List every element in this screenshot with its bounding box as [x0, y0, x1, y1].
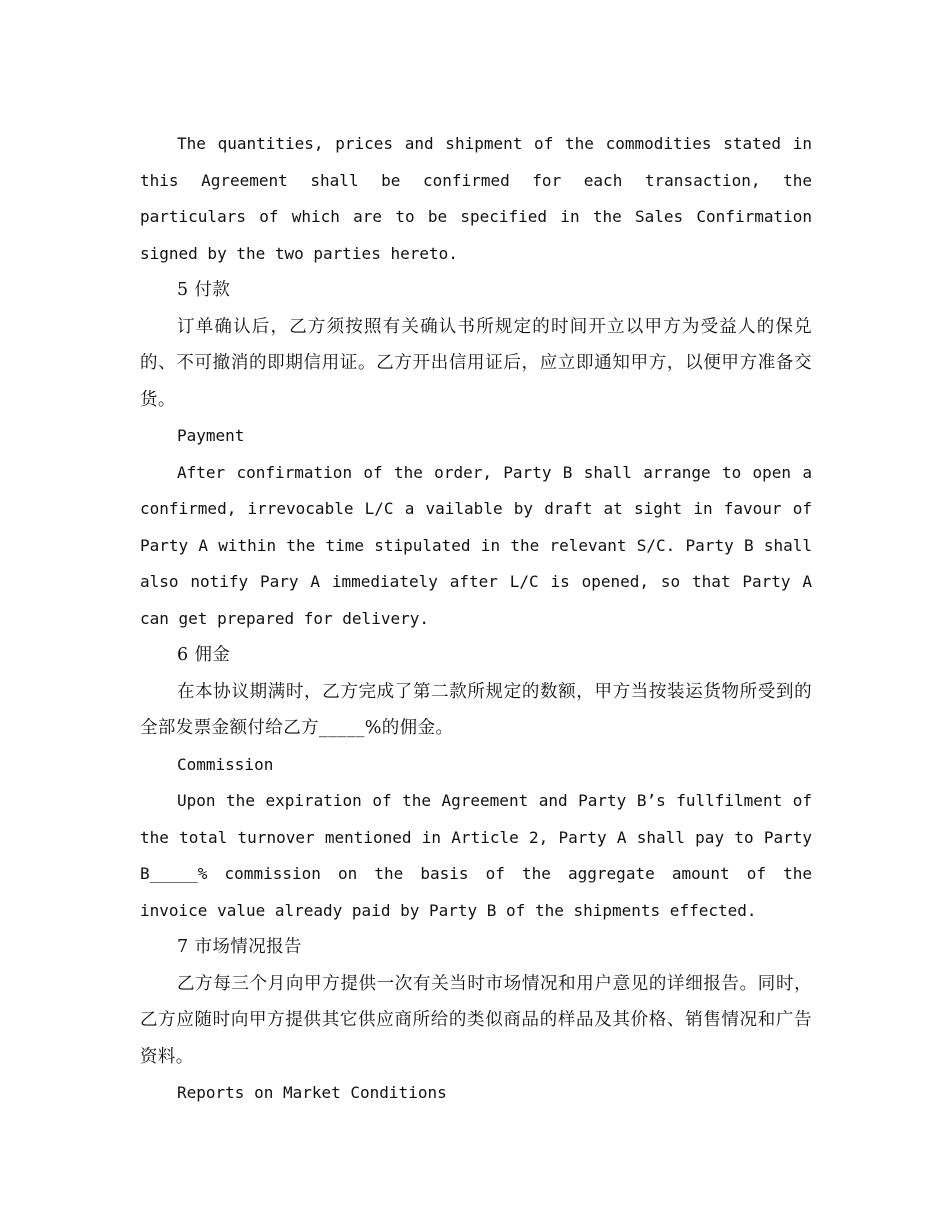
- paragraph-commission-en: Upon the expiration of the Agreement and Party B’s fullfilment of the total turnover mentioned in Article 2, Party A shall pay to Party B_____% commission on the basis of the aggregate amount of the invoice value already paid by Party B of the shipments effected.: [140, 791, 812, 920]
- paragraph-commission-zh: 在本协议期满时，乙方完成了第二款所规定的数额，甲方当按装运货物所受到的全部发票金额付给乙方_____%的佣金。: [140, 681, 812, 738]
- heading-commission-zh: 6 佣金: [177, 645, 231, 665]
- heading-market-report-en: Reports on Market Conditions: [177, 1083, 447, 1102]
- paragraph-payment-en: After confirmation of the order, Party B shall arrange to open a confirmed, irrevocable L/C a vailable by draft at sight in favour of Party A within the time stipulated in the relevant S/C. Party B shall also notify Pary A immediately after L/C is opened, so that Party A can get prepared for delivery.: [140, 462, 812, 628]
- heading-payment-zh: 5 付款: [177, 280, 231, 300]
- paragraph-payment-zh: 订单确认后，乙方须按照有关确认书所规定的时间开立以甲方为受益人的保兑的、不可撤消的即期信用证。乙方开出信用证后，应立即通知甲方，以便甲方准备交货。: [140, 316, 812, 410]
- paragraph-quantities-en: The quantities, prices and shipment of the commodities stated in this Agreement shall be confirmed for each transaction, the particulars of which are to be specified in the Sales Confirmation signed by the two parties hereto.: [140, 134, 812, 263]
- heading-payment-en: Payment: [177, 426, 245, 445]
- heading-commission-en: Commission: [177, 754, 274, 774]
- heading-market-report-zh: 7 市场情况报告: [177, 937, 302, 957]
- paragraph-market-report-zh: 乙方每三个月向甲方提供一次有关当时市场情况和用户意见的详细报告。同时，乙方应随时向甲方提供其它供应商所给的类似商品的样品及其价格、销售情况和广告资料。: [140, 973, 812, 1067]
- document-page: [140, 126, 812, 1112]
